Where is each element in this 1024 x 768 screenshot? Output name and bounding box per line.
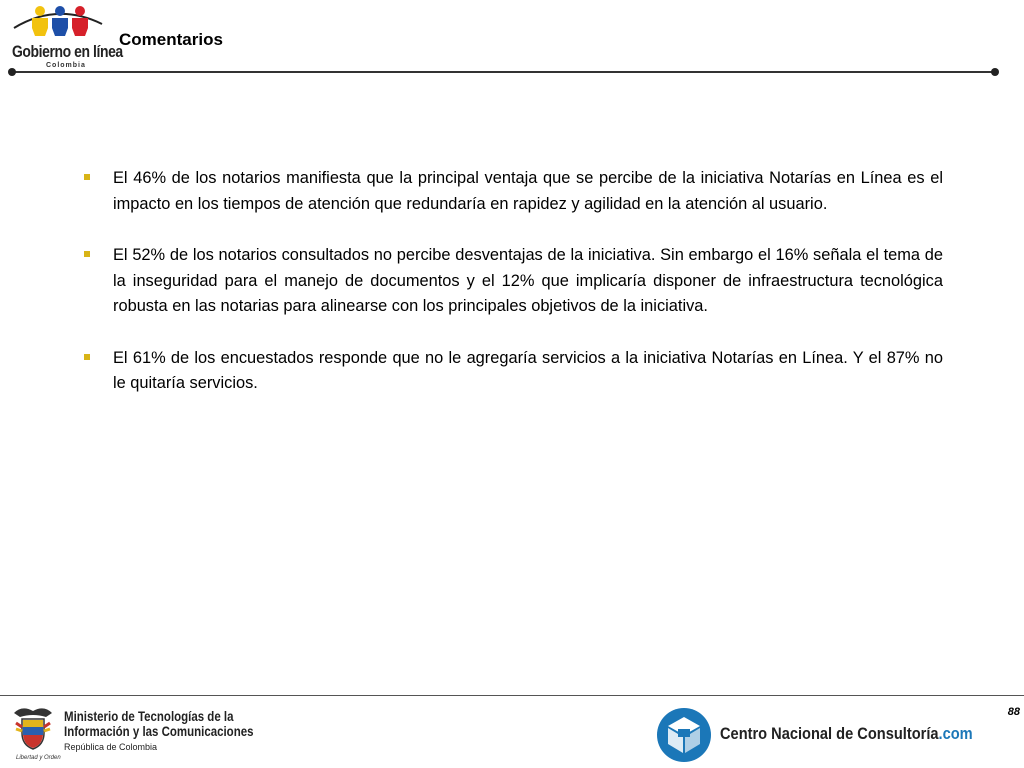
square-bullet-icon	[84, 354, 90, 360]
cnc-cube-icon	[656, 707, 712, 763]
header-divider	[12, 71, 995, 73]
bullet-text: El 46% de los notarios manifiesta que la principal ventaja que se percibe de la iniciativa Notarías en Línea es el impacto en los tiempos de atención que redundaría en rapidez y agilidad en la atención al usuario.	[113, 169, 943, 213]
footer-divider	[0, 695, 1024, 696]
bullet-list	[84, 166, 946, 423]
coat-of-arms-icon	[10, 703, 56, 755]
ministry-motto: Libertad y Orden	[16, 755, 61, 761]
page-title: Comentarios	[119, 30, 223, 49]
divider-dot-right	[991, 68, 999, 76]
ministry-name	[64, 709, 253, 739]
ministry-name-line-1: Ministerio de Tecnologías de la	[64, 708, 234, 724]
square-bullet-icon	[84, 174, 90, 180]
square-bullet-icon	[84, 251, 90, 257]
ministry-republic: República de Colombia	[64, 742, 158, 752]
cnc-name-main: Centro Nacional de Consultoría	[720, 724, 939, 743]
list-item	[84, 243, 946, 320]
list-item	[84, 346, 946, 397]
mintic-logo	[10, 703, 254, 765]
people-figures-icon	[12, 4, 104, 44]
gobierno-en-linea-logo	[8, 4, 123, 70]
cnc-name	[720, 724, 973, 744]
cnc-logo	[656, 707, 976, 765]
list-item	[84, 166, 946, 217]
page-number: 88	[1007, 706, 1020, 718]
ministry-name-line-2: Información y las Comunicaciones	[64, 723, 254, 739]
divider-dot-left	[8, 68, 16, 76]
logo-text: Gobierno en línea	[12, 42, 123, 61]
logo-subtext: Colombia	[46, 62, 86, 69]
bullet-text: El 52% de los notarios consultados no percibe desventajas de la iniciativa. Sin embargo el 16% señala el tema de la inseguridad para el manejo de documentos y el 12% que implicaría disponer de infraestructura tecnológica robusta en las notarias para alinearse con los principales objetivos de la iniciativa.	[113, 246, 943, 315]
cnc-name-suffix: .com	[938, 724, 973, 743]
bullet-text: El 61% de los encuestados responde que no le agregaría servicios a la iniciativa Notarías en Línea. Y el 87% no le quitaría servicios.	[113, 348, 943, 392]
